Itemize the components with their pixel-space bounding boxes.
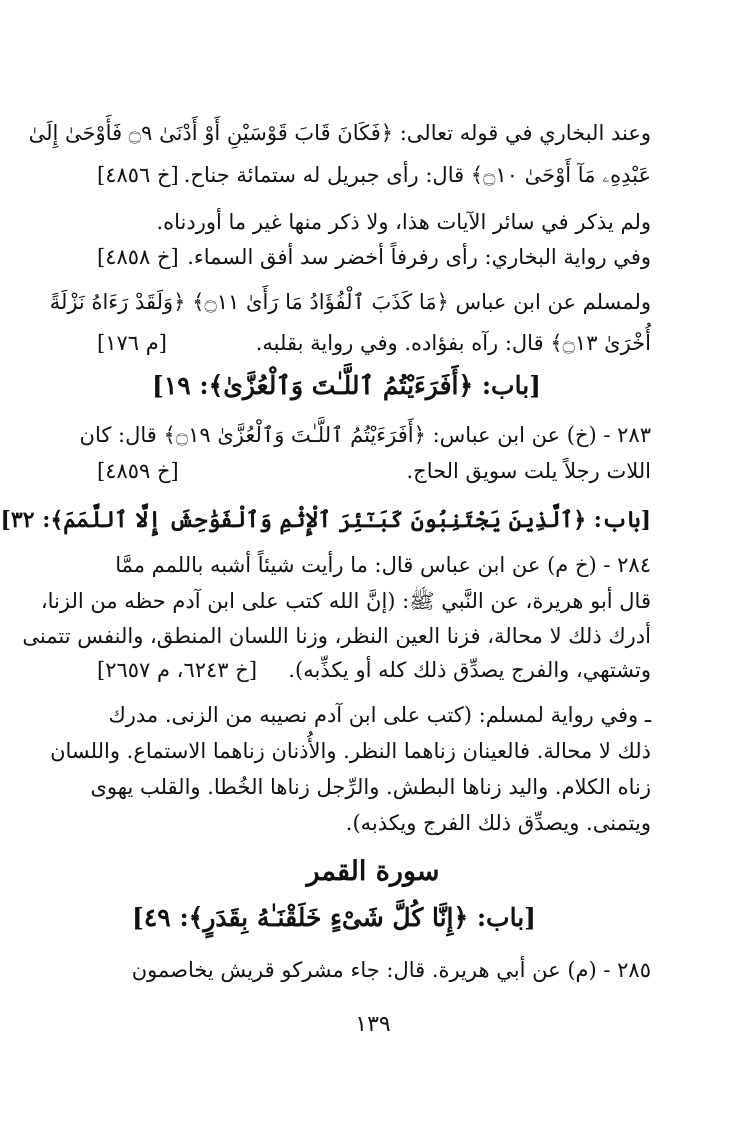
- text-line: وفي رواية البخاري: رأى رفرفاً أخضر سد أفق السماء.: [187, 245, 651, 269]
- text-line: ذلك لا محالة. فالعينان زناهما النظر. والأُذنان زناهما الاستماع. واللسان: [50, 739, 651, 763]
- text-line: ٢٨٤ - (خ م) عن ابن عباس قال: ما رأيت شيئاً أشبه باللمم ممَّا: [115, 553, 651, 577]
- hadith-reference: [م ١٧٦]: [97, 331, 167, 355]
- hadith-reference: [خ ٤٨٥٩]: [97, 459, 179, 483]
- text-line: وتشتهي، والفرج يصدِّق ذلك كله أو يكذِّبه).: [288, 658, 651, 682]
- text-line: قال أبو هريرة، عن النَّبي ﷺ: (إنَّ الله كتب على ابن آدم حظه من الزنا،: [40, 589, 651, 613]
- text-line: وعند البخاري في قوله تعالى: ﴿فَكَانَ قَابَ قَوْسَيْنِ أَوْ أَدْنَىٰ ۝٩ فَأَوْحَىٰ إِلَىٰ: [28, 121, 651, 145]
- text-line: ولمسلم عن ابن عباس ﴿مَا كَذَبَ ٱلْفُؤَادُ مَا رَأَىٰ ۝١١﴾ ﴿وَلَقَدْ رَءَاهُ نَزْلَةً: [49, 290, 651, 314]
- surah-title: سورة القمر: [306, 856, 440, 887]
- text-line: ـ وفي رواية لمسلم: (كتب على ابن آدم نصيبه من الزنى. مدرك: [108, 703, 651, 727]
- text-line: أدرك ذلك لا محالة، فزنا العين النظر، وزنا اللسان المنطق، والنفس تتمنى: [22, 624, 651, 648]
- text-line: زناه الكلام. واليد زناها البطش. والرِّجل زناها الخُطا. والقلب يهوى: [90, 775, 651, 799]
- page-number: ١٣٩: [355, 1012, 391, 1037]
- hadith-reference: [خ ٤٨٥٦]: [97, 163, 179, 187]
- text-line: عَبْدِهِۦ مَآ أَوْحَىٰ ۝١٠﴾ قال: رأى جبريل له ستمائة جناح.: [183, 163, 651, 187]
- chapter-heading: [باب: ﴿إِنَّا كُلَّ شَىْءٍ خَلَقْنَـٰهُ بِقَدَرٍ﴾: ٤٩]: [132, 903, 536, 932]
- text-line: ٢٨٣ - (خ) عن ابن عباس: ﴿أَفَرَءَيْتُمُ ٱللَّـٰتَ وَٱلْعُزَّىٰ ۝١٩﴾ قال: كان: [79, 423, 651, 447]
- chapter-heading: [باب: ﴿أَفَرَءَيْتُمُ ٱللَّـٰتَ وَٱلْعُزَّىٰ﴾: ١٩]: [152, 371, 541, 400]
- hadith-reference: [خ ٤٨٥٨]: [97, 245, 179, 269]
- text-line: اللات رجلاً يلت سويق الحاج.: [406, 459, 651, 483]
- text-line: ٢٨٥ - (م) عن أبي هريرة. قال: جاء مشركو قريش يخاصمون: [131, 958, 651, 982]
- chapter-heading: [باب: ﴿ٱلَّذِينَ يَجْتَنِبُونَ كَبَـٰٓئِرَ ٱلْإِثْمِ وَٱلْفَوَٰحِشَ إِلَّا ٱللَّمَمَ﴾: ٣٢]: [0, 507, 651, 533]
- text-line: ويتمنى. ويصدِّق ذلك الفرج ويكذبه).: [345, 811, 651, 835]
- text-line: ولم يذكر في سائر الآيات هذا، ولا ذكر منها غير ما أوردناه.: [156, 210, 651, 234]
- hadith-reference: [خ ٦٢٤٣، م ٢٦٥٧]: [97, 658, 258, 682]
- text-line: أُخْرَىٰ ۝١٣﴾ قال: رآه بفؤاده. وفي رواية بقلبه.: [255, 331, 651, 355]
